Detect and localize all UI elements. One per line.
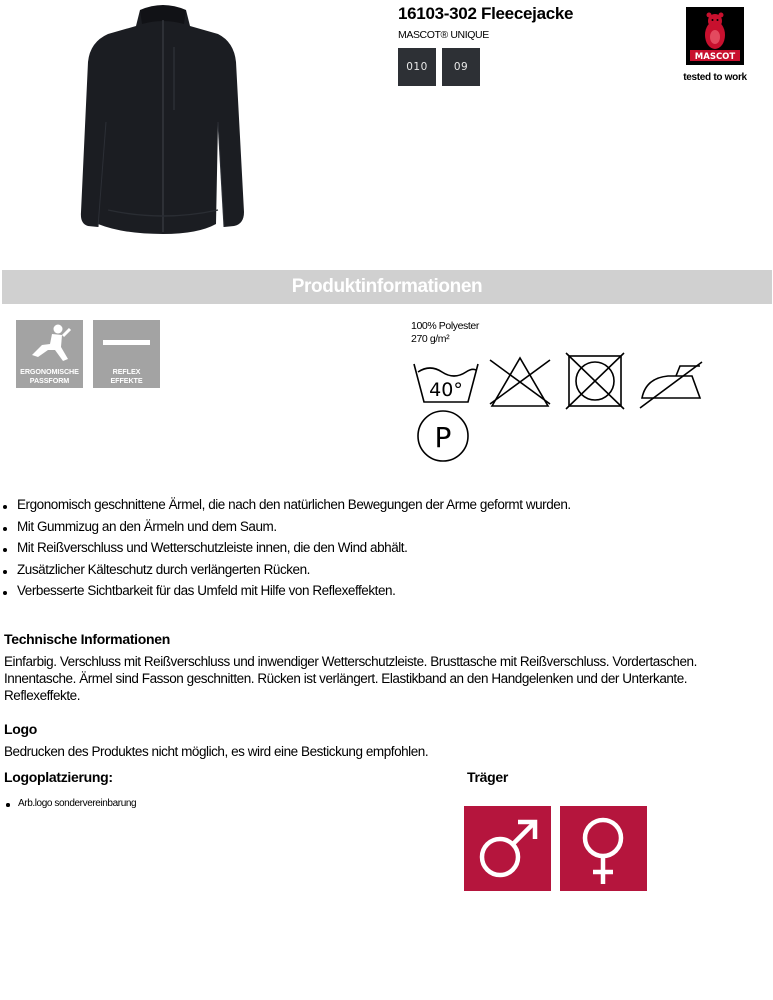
male-symbol-icon bbox=[464, 806, 551, 891]
material-info bbox=[411, 320, 479, 346]
wash-40-icon bbox=[414, 364, 478, 402]
technical-text: Einfarbig. Verschluss mit Reißverschluss und inwendiger Wetterschutzleiste. Brusttasche mit Reißverschluss. Vordertaschen. Innentasche. Ärmel sind Fasson geschnitten. Rücken ist verlängert. Elastikband an den Handgelenken und der Unterkante. Reflexeffekte. bbox=[4, 654, 697, 703]
product-title: 16103-302 Fleecejacke bbox=[398, 4, 574, 23]
logo-tagline: tested to work bbox=[683, 72, 747, 83]
female-symbol-icon bbox=[560, 806, 647, 891]
color-swatch-010[interactable]: 010 bbox=[398, 48, 436, 86]
dry-clean-p-icon bbox=[418, 411, 468, 461]
reflex-effects-badge bbox=[93, 320, 160, 388]
badge-caption-line: EFFEKTE bbox=[110, 375, 143, 385]
technical-heading: Technische Informationen bbox=[4, 631, 171, 647]
no-iron-icon bbox=[640, 362, 702, 408]
product-brand: MASCOT® UNIQUE bbox=[398, 29, 489, 41]
section-title: Produktinformationen bbox=[291, 276, 483, 297]
product-image bbox=[78, 2, 248, 237]
list-item: Mit Reißverschluss und Wetterschutzleiste innen, die den Wind abhält. bbox=[0, 537, 571, 559]
list-item: Zusätzlicher Kälteschutz durch verlängerten Rücken. bbox=[0, 559, 571, 581]
color-swatch-09[interactable]: 09 bbox=[442, 48, 480, 86]
logo-heading: Logo bbox=[4, 721, 38, 737]
wearer-heading: Träger bbox=[467, 769, 508, 785]
kneeling-worker-icon bbox=[28, 323, 72, 363]
mascot-logo-icon bbox=[686, 7, 744, 65]
ergonomic-fit-badge bbox=[16, 320, 83, 388]
dry-clean-letter: P bbox=[434, 421, 452, 454]
logo-wordmark: MASCOT bbox=[694, 52, 736, 62]
badge-caption-line: PASSFORM bbox=[29, 375, 70, 385]
no-tumble-dry-icon bbox=[566, 353, 624, 409]
care-symbols bbox=[410, 350, 710, 465]
logo-placement-item: Arb.logo sondervereinbarung bbox=[18, 798, 137, 809]
material-weight: 270 g/m² bbox=[411, 333, 450, 345]
list-item: Mit Gummizug an den Ärmeln und dem Saum. bbox=[0, 516, 571, 538]
wearer-female-badge bbox=[560, 806, 647, 891]
material-composition: 100% Polyester bbox=[411, 320, 479, 332]
wearer-male-badge bbox=[464, 806, 551, 891]
badge-caption-line: ERGONOMISCHE bbox=[20, 367, 79, 376]
no-bleach-icon bbox=[490, 358, 550, 406]
feature-list bbox=[0, 494, 571, 602]
list-item: Verbesserte Sichtbarkeit für das Umfeld mit Hilfe von Reflexeffekten. bbox=[0, 580, 571, 602]
logo-placement-heading: Logoplatzierung: bbox=[4, 769, 113, 785]
wash-temperature: 40° bbox=[429, 379, 463, 401]
section-banner bbox=[2, 270, 772, 304]
reflex-stripe-icon bbox=[103, 340, 150, 346]
list-item: Ergonomisch geschnittene Ärmel, die nach den natürlichen Bewegungen der Arme geformt wurden. bbox=[0, 494, 571, 516]
logo-text: Bedrucken des Produktes nicht möglich, es wird eine Bestickung empfohlen. bbox=[4, 744, 429, 759]
badge-caption-line: REFLEX bbox=[112, 367, 141, 376]
